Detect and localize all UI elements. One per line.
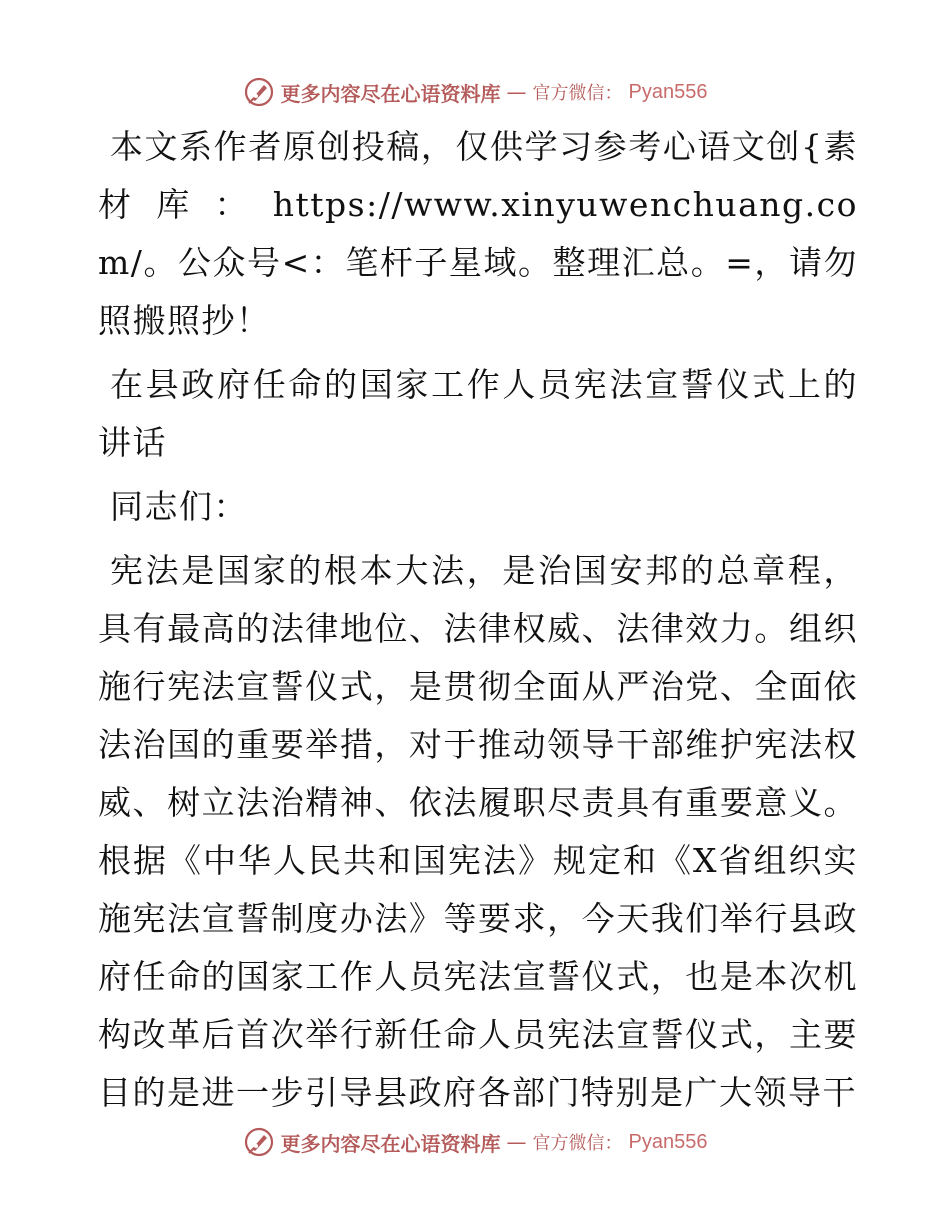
document-body <box>98 118 858 1122</box>
copyright-notice: 本文系作者原创投稿，仅供学习参考心语文创{素材库：https://www.xinyuwenchuang.com/。公众号<：笔杆子星域。整理汇总。=，请勿照搬照抄！ <box>98 127 858 340</box>
watermark-brand-text: 更多内容尽在心语资料库 <box>280 81 501 106</box>
pen-nib-circle-icon <box>243 76 275 108</box>
watermark-brand-text: 更多内容尽在心语资料库 <box>280 1131 501 1156</box>
footer-watermark <box>0 1122 950 1162</box>
watermark-dash: — <box>506 80 527 104</box>
watermark-wechat-id: Pyan556 <box>628 80 708 103</box>
salutation: 同志们： <box>110 487 248 526</box>
pen-nib-circle-icon <box>243 1126 275 1158</box>
watermark-wechat-id: Pyan556 <box>628 1130 708 1153</box>
speech-title: 在县政府任命的国家工作人员宪法宣誓仪式上的讲话 <box>98 365 858 462</box>
body-paragraph: 宪法是国家的根本大法，是治国安邦的总章程，具有最高的法律地位、法律权威、法律效力。组织施行宪法宣誓仪式，是贯彻全面从严治党、全面依法治国的重要举措，对于推动领导干部维护宪法权威、树立法治精神、依法履职尽责具有重要意义。根据《中华人民共和国宪法》规定和《X省组织实施宪法宣誓制度办法》等要求，今天我们举行县政府任命的国家工作人员宪法宣誓仪式，也是本次机构改革后首次举行新任命人员宪法宣誓仪式，主要目的是进一步引导县政府各部门特别是广大领导干 <box>98 551 858 1112</box>
header-watermark <box>0 72 950 112</box>
watermark-dash: — <box>506 1130 527 1154</box>
watermark-wechat-label: 官方微信： <box>532 1133 623 1154</box>
watermark-wechat-label: 官方微信： <box>532 83 623 104</box>
